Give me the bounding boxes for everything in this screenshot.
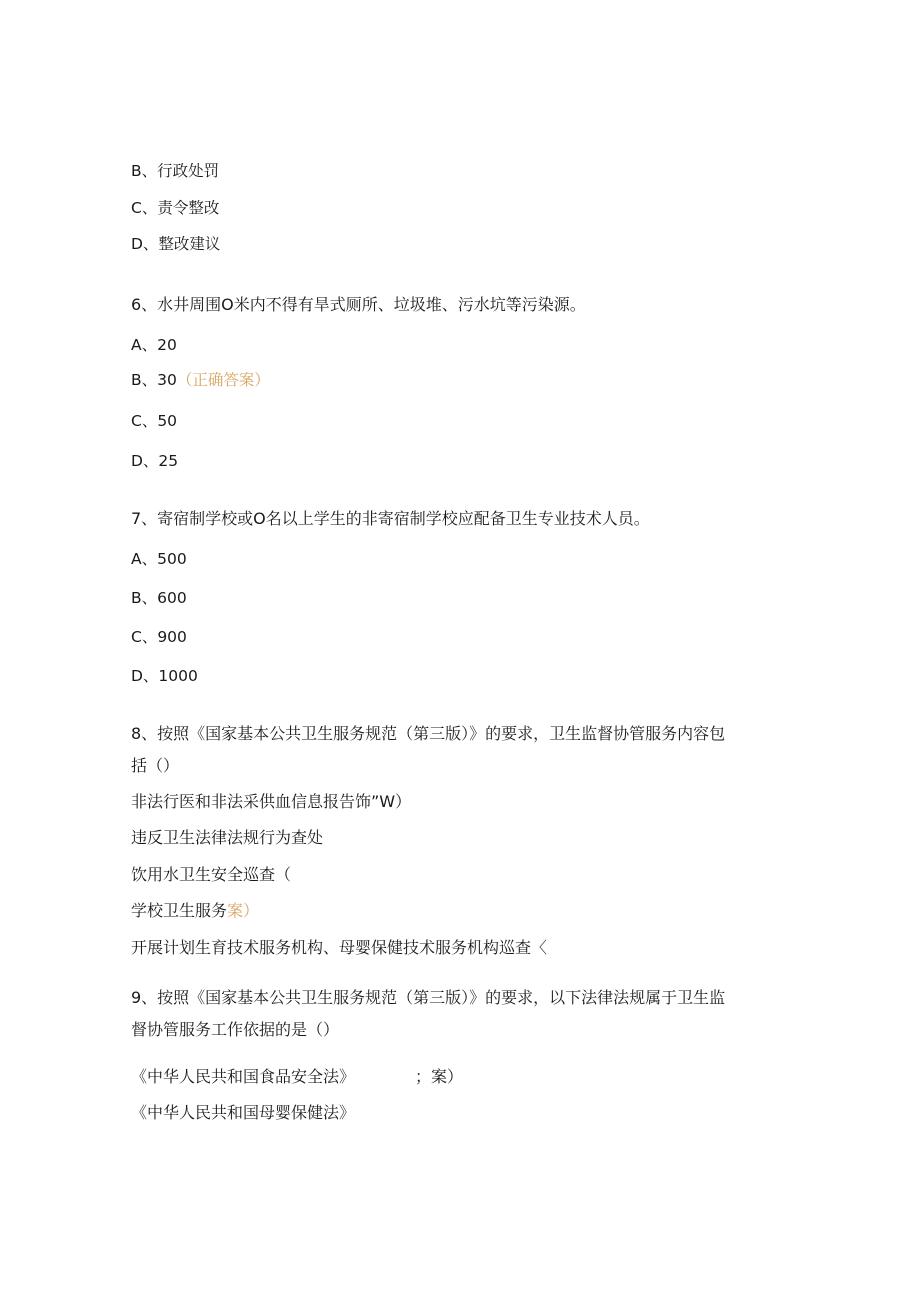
q6-correct-answer-mark: （正确答案） <box>176 371 270 389</box>
q6-option-b <box>131 370 270 390</box>
q9-item-1-text: 《中华人民共和国食品安全法》 <box>131 1067 356 1086</box>
q8-item-4 <box>131 901 259 921</box>
q5-option-c: C、责令整改 <box>131 199 220 217</box>
q7-option-d: D、1000 <box>131 667 198 685</box>
q8-item-1: 非法行医和非法采供血信息报告饰”W） <box>131 792 412 811</box>
q9-item-2: 《中华人民共和国母婴保健法》 <box>131 1103 356 1122</box>
q6-option-a: A、20 <box>131 336 177 354</box>
q9-item-1-answer-mark: ；案） <box>415 1067 464 1086</box>
q8-item-4-text: 学校卫生服务 <box>131 901 228 920</box>
q8-question-line-1: 8、按照《国家基本公共卫生服务规范（第三版）》的要求，卫生监督协管服务内容包 <box>131 724 726 743</box>
q7-option-c: C、900 <box>131 628 187 646</box>
q6-option-b-text: B、30 <box>131 371 177 389</box>
q8-item-2: 违反卫生法律法规行为查处 <box>131 828 324 847</box>
q5-option-b: B、行政处罚 <box>131 162 220 180</box>
q8-item-5: 开展计划生育技术服务机构、母婴保健技术服务机构巡查〈 <box>131 938 548 957</box>
q9-question-line-2: 督协管服务工作依据的是（） <box>131 1020 340 1039</box>
q5-option-d: D、整改建议 <box>131 235 221 253</box>
q8-item-3: 饮用水卫生安全巡查（ <box>131 865 292 884</box>
q8-question-line-2: 括（） <box>131 756 180 775</box>
q9-question-line-1: 9、按照《国家基本公共卫生服务规范（第三版）》的要求，以下法律法规属于卫生监 <box>131 988 726 1007</box>
q9-item-1 <box>131 1067 463 1087</box>
q7-question: 7、寄宿制学校或O名以上学生的非寄宿制学校应配备卫生专业技术人员。 <box>131 509 650 528</box>
q6-option-c: C、50 <box>131 412 178 430</box>
q8-item-4-answer-mark: 案） <box>227 901 260 920</box>
q7-option-b: B、600 <box>131 589 187 607</box>
q6-option-d: D、25 <box>131 452 179 470</box>
q7-option-a: A、500 <box>131 550 187 568</box>
q6-question: 6、水井周围O米内不得有旱式厕所、垃圾堆、污水坑等污染源。 <box>131 295 586 314</box>
